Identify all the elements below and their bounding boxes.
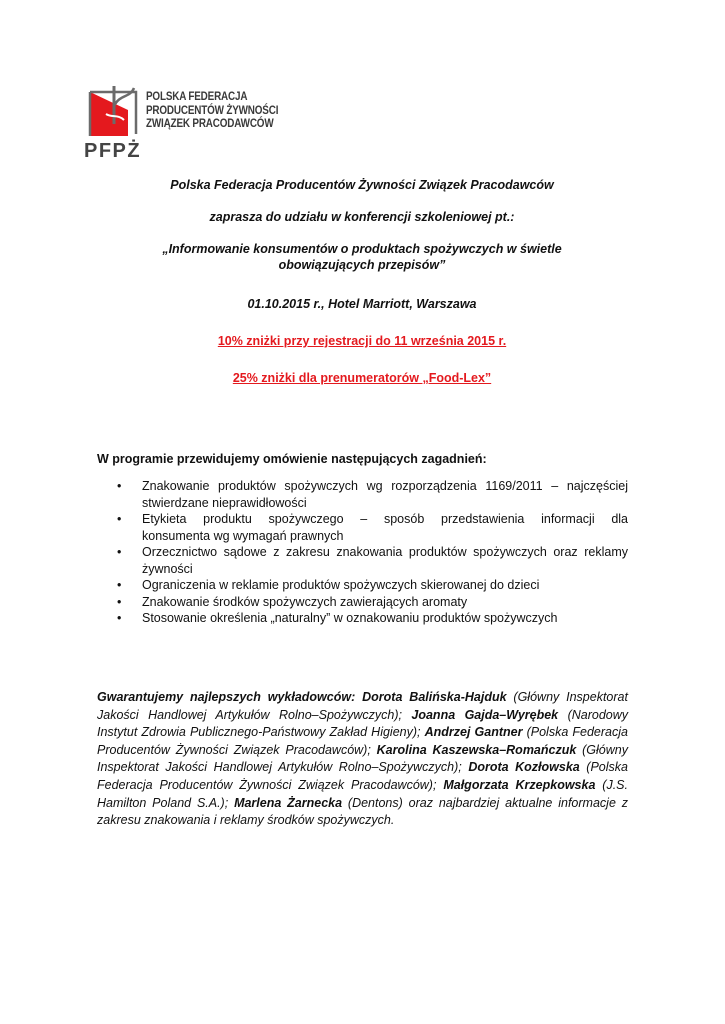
lecturer-org: (Polska Federacja Producentów Żywności Związek Pracodawców);: [97, 725, 628, 757]
program-topics-list: [97, 478, 628, 627]
program-title: W programie przewidujemy omówienie następujących zagadnień:: [97, 452, 487, 466]
lecturer-org: (Narodowy Instytut Zdrowia Publicznego-Państwowy Zakład Higieny);: [97, 707, 628, 740]
lecturers-paragraph: [97, 689, 628, 830]
lecturer-name: Dorota Kozłowska: [468, 760, 580, 775]
discount-subscribers-text: 25% zniżki dla prenumeratorów „Food-Lex”: [232, 371, 492, 385]
logo-line-3: ZWIĄZEK PRACODAWCÓW: [146, 118, 274, 130]
logo-text: [146, 91, 278, 132]
bullet-icon: •: [117, 578, 122, 592]
bullet-icon: •: [117, 594, 122, 609]
discount-early: [97, 333, 627, 349]
lecturer-name: Marlena Żarnecka: [234, 795, 343, 810]
discount-subscribers: [97, 370, 627, 386]
pfpz-logo: [84, 84, 344, 164]
conference-title-line-2: obowiązujących przepisów”: [278, 258, 446, 272]
lecturers-intro: Gwarantujemy najlepszych wykładowców:: [97, 690, 356, 704]
discount-early-text: 10% zniżki przy rejestracji do 11 września 2015 r.: [217, 334, 507, 348]
topic-3-line-2: żywności: [142, 561, 193, 576]
lecturer-org: (Polska Federacja Producentów Żywności Związek Pracodawców);: [97, 760, 628, 792]
bullet-icon: •: [117, 479, 122, 493]
lecturer-name: Dorota Balińska-Hajduk: [362, 690, 507, 704]
lecturer-org: (Dentons): [347, 795, 403, 810]
topic-2-line-1: Etykieta produktu spożywczego – sposób przedstawienia informacji dla: [142, 512, 628, 526]
list-item: [97, 577, 628, 594]
lecturer-name: Karolina Kaszewska–Romańczuk: [376, 742, 577, 757]
bullet-icon: •: [117, 611, 122, 625]
topic-5: Znakowanie środków spożywczych zawierających aromaty: [142, 594, 468, 609]
organizer-line: Polska Federacja Producentów Żywności Związek Pracodawców: [170, 178, 554, 192]
logo-acronym: PFPŻ: [84, 140, 142, 162]
bullet-icon: •: [117, 512, 122, 526]
logo-line-2: PRODUCENTÓW ŻYWNOŚCI: [146, 104, 279, 117]
list-item: [97, 511, 628, 544]
list-item: [97, 478, 628, 511]
lecturer-name: Małgorzata Krzepkowska: [443, 777, 596, 792]
bullet-icon: •: [117, 545, 122, 559]
list-item: [97, 544, 628, 577]
date-place: 01.10.2015 r., Hotel Marriott, Warszawa: [247, 297, 477, 311]
pfpz-emblem-icon: [84, 84, 144, 142]
invite-line: zaprasza do udziału w konferencji szkoleniowej pt.:: [209, 210, 515, 224]
list-item: [97, 610, 628, 627]
lecturer-org: (Główny Inspektorat Jakości Handlowej Artykułów Rolno–Spożywczych);: [97, 742, 628, 775]
logo-line-1: POLSKA FEDERACJA: [146, 91, 248, 103]
conference-title: [97, 241, 627, 273]
list-item: [97, 594, 628, 611]
topic-2-line-2: konsumenta wg wymagań prawnych: [142, 528, 344, 543]
topic-1-line-1: Znakowanie produktów spożywczych wg rozporządzenia 1169/2011 – najczęściej: [142, 479, 628, 493]
lecturer-name: Andrzej Gantner: [424, 725, 523, 740]
topic-3-line-1: Orzecznictwo sądowe z zakresu znakowania produktów spożywczych oraz reklamy: [142, 545, 628, 559]
lecturer-org: (J.S. Hamilton Poland S.A.);: [97, 777, 628, 810]
topic-4: Ograniczenia w reklamie produktów spożywczych skierowanej do dzieci: [142, 578, 540, 592]
lecturer-name: Joanna Gajda–Wyrębek: [411, 707, 559, 722]
topic-6: Stosowanie określenia „naturalny” w oznakowaniu produktów spożywczych: [142, 611, 558, 625]
lecturer-org: (Główny Inspektorat Jakości Handlowej Artykułów Rolno–Spożywczych);: [97, 690, 628, 722]
conference-title-line-1: „Informowanie konsumentów o produktach spożywczych w świetle: [162, 242, 562, 256]
topic-1-line-2: stwierdzane nieprawidłowości: [142, 495, 307, 510]
lecturers-outro: oraz najbardziej aktualne informacje z zakresu znakowania i reklamy środków spożywczych.: [97, 795, 628, 828]
